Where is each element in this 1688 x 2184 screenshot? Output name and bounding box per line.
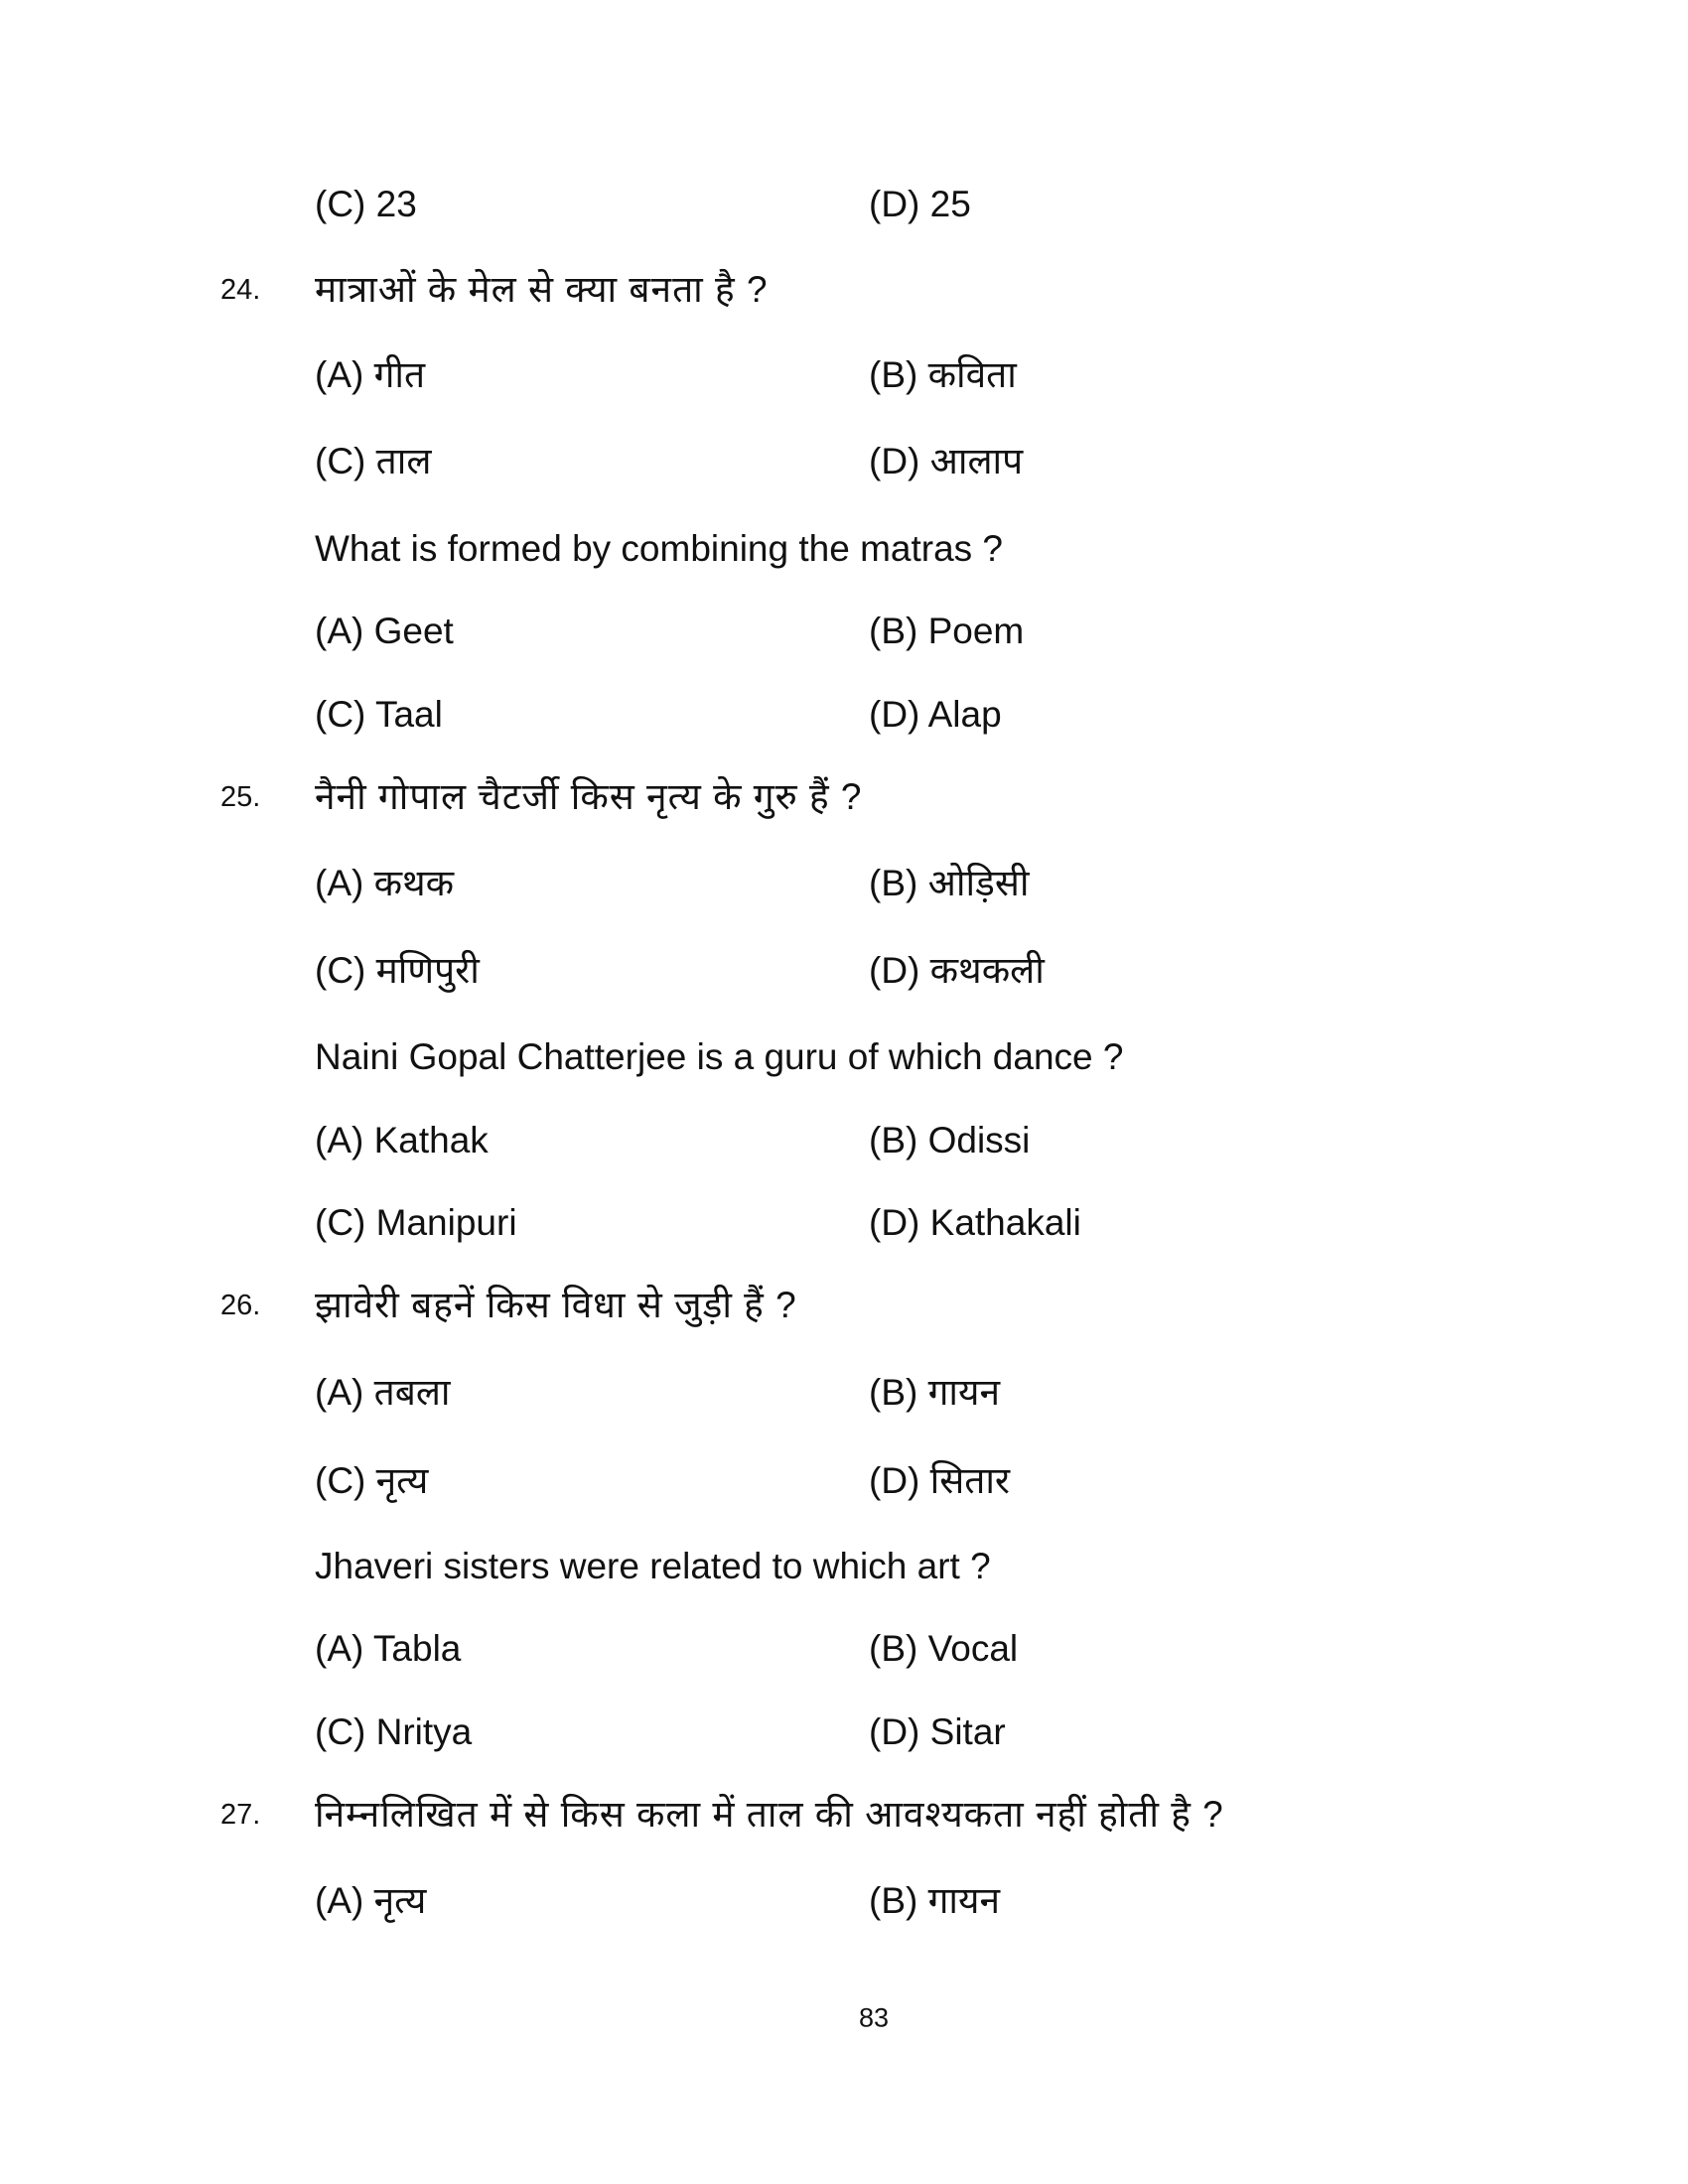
option-a-hindi: (A) गीत <box>315 354 426 395</box>
question-number: 25. <box>220 781 261 813</box>
option-b-english: (B) Vocal <box>869 1628 1019 1669</box>
question-number: 24. <box>220 274 261 306</box>
option-d-english: (D) Sitar <box>869 1711 1006 1752</box>
option-d-hindi: (D) सितार <box>869 1460 1011 1501</box>
option-b-hindi: (B) गायन <box>869 1880 1001 1921</box>
option-c: (C) 23 <box>315 184 417 224</box>
question-stem-english: Jhaveri sisters were related to which art ? <box>315 1546 991 1586</box>
option-c-english: (C) Nritya <box>315 1711 473 1752</box>
question-stem-hindi: निम्नलिखित में से किस कला में ताल की आवश्यकता नहीं होती है ? <box>315 1794 1224 1835</box>
option-a-english: (A) Geet <box>315 611 454 651</box>
option-b-hindi: (B) ओड़िसी <box>869 863 1030 903</box>
option-a-english: (A) Tabla <box>315 1628 462 1669</box>
option-a-hindi: (A) कथक <box>315 863 455 903</box>
page-number: 83 <box>858 2002 890 2033</box>
option-b-english: (B) Odissi <box>869 1120 1031 1160</box>
question-stem-hindi: मात्राओं के मेल से क्या बनता है ? <box>315 269 769 310</box>
option-b-english: (B) Poem <box>869 611 1025 651</box>
option-b-hindi: (B) कविता <box>869 354 1017 395</box>
option-d-hindi: (D) आलाप <box>869 441 1024 481</box>
option-c-hindi: (C) ताल <box>315 441 432 481</box>
option-b-hindi: (B) गायन <box>869 1372 1001 1413</box>
option-d-english: (D) Kathakali <box>869 1202 1081 1243</box>
question-number: 27. <box>220 1799 261 1831</box>
question-stem-english: What is formed by combining the matras ? <box>315 528 1004 569</box>
option-d-english: (D) Alap <box>869 694 1002 735</box>
option-c-english: (C) Manipuri <box>315 1202 517 1243</box>
option-c-hindi: (C) मणिपुरी <box>315 950 480 991</box>
option-c-english: (C) Taal <box>315 694 443 735</box>
question-stem-hindi: नैनी गोपाल चैटर्जी किस नृत्य के गुरु हैं ? <box>315 776 863 817</box>
option-a-hindi: (A) तबला <box>315 1372 451 1413</box>
question-stem-hindi: झावेरी बहनें किस विधा से जुड़ी हैं ? <box>315 1285 797 1325</box>
option-d-hindi: (D) कथकली <box>869 950 1045 991</box>
option-c-hindi: (C) नृत्य <box>315 1460 429 1501</box>
option-d: (D) 25 <box>869 184 971 224</box>
option-a-hindi: (A) नृत्य <box>315 1880 427 1921</box>
question-stem-english: Naini Gopal Chatterjee is a guru of which dance ? <box>315 1036 1124 1077</box>
option-a-english: (A) Kathak <box>315 1120 489 1160</box>
question-number: 26. <box>220 1290 261 1321</box>
